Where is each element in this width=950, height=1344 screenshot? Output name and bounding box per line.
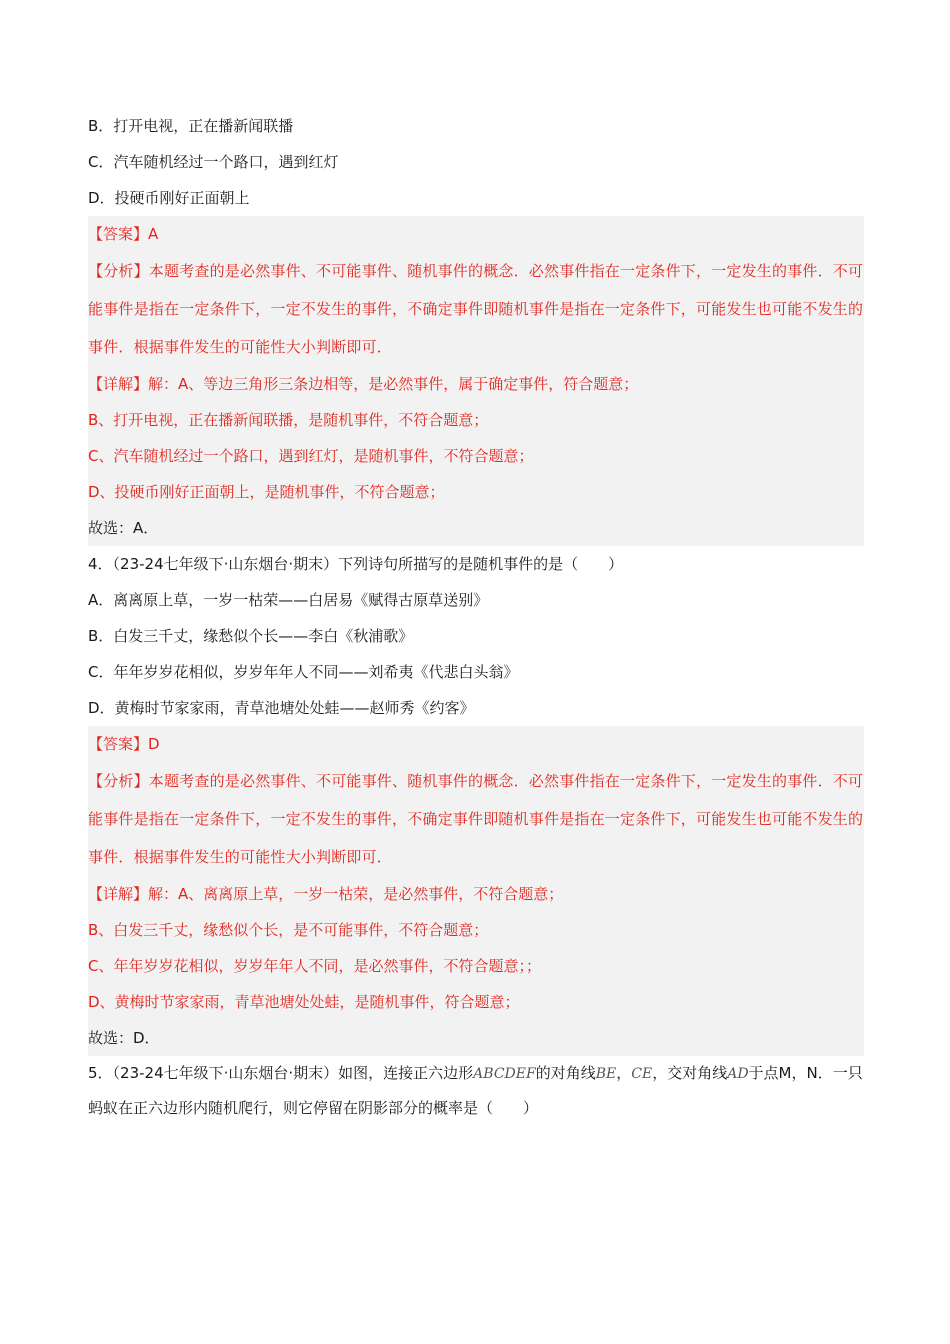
q5-math-ad: AD <box>727 1066 749 1082</box>
q3-detail-d: D、投硬币刚好正面朝上，是随机事件，不符合题意； <box>88 483 445 501</box>
q3-option-d: D．投硬币刚好正面朝上 <box>88 189 250 207</box>
q3-answer-box <box>88 216 864 546</box>
q5-mid1: 的对角线 <box>535 1064 596 1082</box>
q5-suffix: 于点M，N．一只蚂蚁在正六边形内随机爬行，则它停留在阴影部分的概率是（ ） <box>88 1064 863 1117</box>
q4-answer-box <box>88 726 864 1056</box>
q4-option-a: A．离离原上草，一岁一枯荣——白居易《赋得古原草送别》 <box>88 591 489 609</box>
q4-detail-b: B、白发三千丈，缘愁似个长，是不可能事件，不符合题意； <box>88 921 489 939</box>
q5-mid3: ，交对角线 <box>652 1064 728 1082</box>
q4-detail-d: D、黄梅时节家家雨，青草池塘处处蛙，是随机事件，符合题意； <box>88 993 520 1011</box>
q3-detail-c: C、汽车随机经过一个路口，遇到红灯，是随机事件，不符合题意； <box>88 447 534 465</box>
q5-math-be: BE <box>595 1066 617 1082</box>
q4-analysis: 【分析】本题考查的是必然事件、不可能事件、随机事件的概念．必然事件指在一定条件下，一定发生的事件．不可能事件是指在一定条件下，一定不发生的事件，不确定事件即随机事件是指在一定条件下，可能发生也可能不发生的事件．根据事件发生的可能性大小判断即可． <box>88 772 864 866</box>
q4-option-d: D．黄梅时节家家雨，青草池塘处处蛙——赵师秀《约客》 <box>88 699 475 717</box>
q4-question: 4．（23-24七年级下·山东烟台·期末）下列诗句所描写的是随机事件的是（ ） <box>88 555 624 573</box>
q3-answer: 【答案】A <box>88 225 159 243</box>
q5-question <box>88 1056 864 1125</box>
q4-option-b: B．白发三千丈，缘愁似个长——李白《秋浦歌》 <box>88 627 414 645</box>
q5-prefix: 5．（23-24七年级下·山东烟台·期末）如图，连接正六边形 <box>88 1064 474 1082</box>
q4-option-c: C．年年岁岁花相似，岁岁年年人不同——刘希夷《代悲白头翁》 <box>88 663 519 681</box>
q4-conclusion: 故选：D． <box>88 1029 160 1047</box>
q5-math-hexagon: ABCDEF <box>473 1066 536 1082</box>
q3-conclusion: 故选：A． <box>88 519 159 537</box>
q3-option-b: B．打开电视，正在播新闻联播 <box>88 117 294 135</box>
q5-mid2: ， <box>616 1064 632 1082</box>
q4-detail-a: 【详解】解：A、离离原上草，一岁一枯荣，是必然事件，不符合题意； <box>88 885 564 903</box>
q3-option-c: C．汽车随机经过一个路口，遇到红灯 <box>88 153 339 171</box>
q3-detail-a: 【详解】解：A、等边三角形三条边相等，是必然事件，属于确定事件，符合题意； <box>88 375 639 393</box>
q4-answer: 【答案】D <box>88 735 160 753</box>
q4-detail-c: C、年年岁岁花相似，岁岁年年人不同，是必然事件，不符合题意；； <box>88 957 541 975</box>
q5-math-ce: CE <box>631 1066 653 1082</box>
q3-analysis: 【分析】本题考查的是必然事件、不可能事件、随机事件的概念．必然事件指在一定条件下，一定发生的事件．不可能事件是指在一定条件下，一定不发生的事件，不确定事件即随机事件是指在一定条件下，可能发生也可能不发生的事件．根据事件发生的可能性大小判断即可． <box>88 262 864 356</box>
document-page <box>88 108 864 1125</box>
q3-detail-b: B、打开电视，正在播新闻联播，是随机事件，不符合题意； <box>88 411 489 429</box>
